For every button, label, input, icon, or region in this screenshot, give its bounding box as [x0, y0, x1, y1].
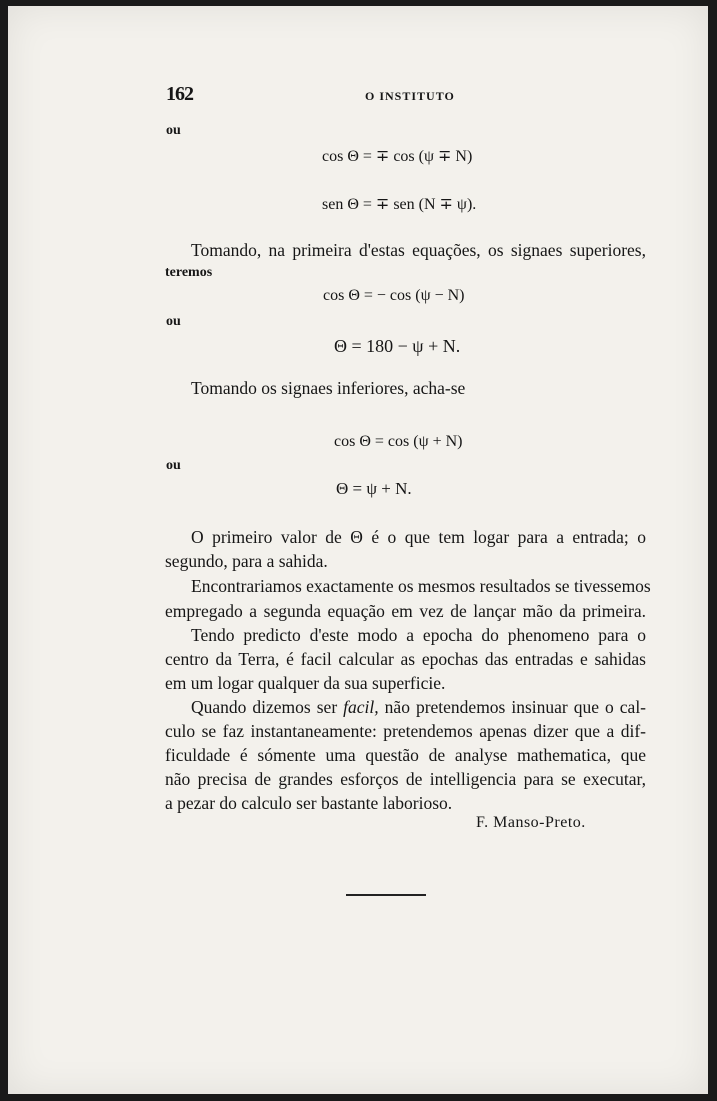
ou-label-3: ou [166, 458, 181, 473]
paragraph-6-line-5: a pezar do calculo ser bastante laborioso. [165, 793, 453, 813]
paragraph-6-line-2: culo se faz instantaneamente: pretendemos apenas dizer que a dif- [165, 721, 646, 741]
paragraph-5-line-1: Tendo predicto d'este modo a epocha do phenomeno para o [191, 625, 646, 645]
equation-1: cos Θ = ∓ cos (ψ ∓ N) [322, 148, 473, 165]
paragraph-1-line-2: teremos [165, 265, 213, 280]
equation-5: cos Θ = cos (ψ + N) [334, 433, 463, 450]
paragraph-6-line-1-end: não pretendemos insinuar que o cal- [384, 697, 647, 717]
equation-3: cos Θ = − cos (ψ − N) [323, 287, 465, 304]
paragraph-3-line-2: segundo, para a sahida. [165, 551, 328, 571]
equation-2: sen Θ = ∓ sen (N ∓ ψ). [322, 196, 477, 213]
paragraph-6-line-1 [165, 697, 646, 718]
paragraph-5-line-2: centro da Terra, é facil calcular as epochas das entradas e sahidas [165, 649, 646, 669]
paragraph-3-line-1: O primeiro valor de Θ é o que tem logar para a entrada; o [191, 527, 646, 547]
paragraph-6-line-3: ficuldade é sómente uma questão de analyse mathematica, que [165, 745, 646, 765]
author-signature: F. Manso-Preto. [476, 814, 586, 831]
equation-6: Θ = ψ + N. [336, 479, 412, 498]
paragraph-4-line-2: empregado a segunda equação em vez de lançar mão da primeira. [165, 601, 646, 621]
running-title: O INSTITUTO [365, 89, 455, 103]
ou-label-1: ou [166, 123, 181, 138]
ou-label-2: ou [166, 314, 181, 329]
emphasis-facil: facil, [343, 697, 379, 717]
equation-4: Θ = 180 − ψ + N. [334, 336, 461, 356]
paragraph-4-line-1: Encontrariamos exactamente os mesmos resultados se tivessemos [191, 576, 651, 596]
bleed-through-texture [8, 6, 708, 1094]
paragraph-5-line-3: em um logar qualquer da sua superficie. [165, 673, 446, 693]
closing-rule [346, 894, 426, 896]
paragraph-6-line-4: não precisa de grandes esforços de intelligencia para se executar, [165, 769, 646, 789]
paragraph-2-line-1: Tomando os signaes inferiores, acha-se [191, 378, 466, 398]
page-number: 162 [166, 83, 193, 105]
paragraph-1-line-1: Tomando, na primeira d'estas equações, os signaes superiores, [191, 240, 646, 260]
paragraph-6-line-1-start: Quando dizemos ser [191, 697, 338, 717]
document-page [8, 6, 708, 1094]
